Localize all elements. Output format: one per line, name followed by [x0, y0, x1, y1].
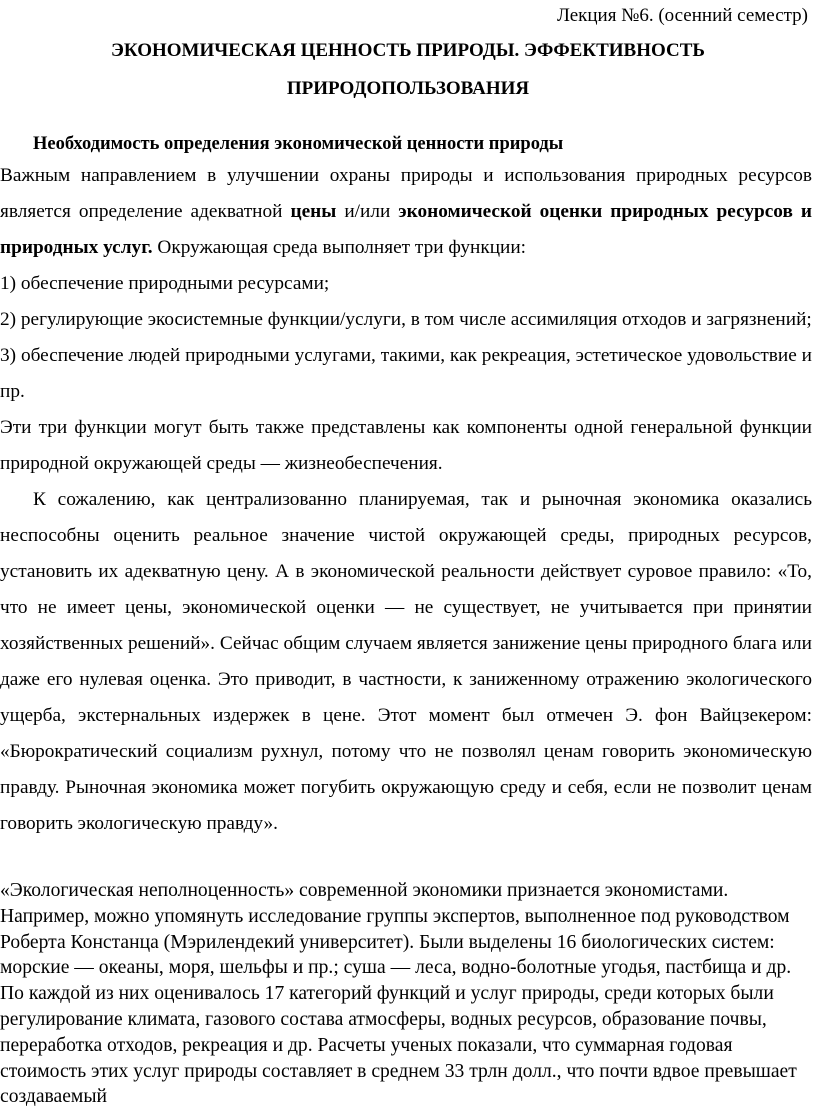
intro-paragraph: [0, 158, 812, 266]
function-item-1: 1) обеспечение природными ресурсами;: [0, 273, 330, 294]
intro-part-3: Окружающая среда выполняет три функции:: [152, 237, 527, 258]
page-title: [0, 32, 816, 108]
intro-part-1: Важным направлением в улучшении охраны природы и использования природных ресурсов является определение адекватной: [0, 165, 812, 222]
title-line-2: ПРИРОДОПОЛЬЗОВАНИЯ: [286, 78, 530, 99]
tail-text: [0, 878, 800, 1110]
intro-bold-valuation: экономической оценки природных ресурсов и природных услуг.: [0, 201, 812, 258]
function-item-2: 2) регулирующие экосистемные функции/услуги, в том числе ассимиляция отходов и загрязнений;: [0, 309, 812, 330]
body-text: [0, 158, 812, 842]
intro-bold-price: цены: [290, 201, 337, 222]
section-heading: Необходимость определения экономической ценности природы: [33, 134, 564, 154]
lecture-header: Лекция №6. (осенний семестр): [556, 5, 808, 26]
function-item-3: 3) обеспечение людей природными услугами, такими, как рекреация, эстетическое удовольствие и пр.: [0, 345, 812, 402]
title-line-1: ЭКОНОМИЧЕСКАЯ ЦЕННОСТЬ ПРИРОДЫ. ЭФФЕКТИВНОСТЬ: [111, 40, 705, 61]
intro-part-2: и/или: [336, 201, 399, 222]
paragraph-3: «Экологическая неполноценность» современной экономики признается экономистами. Например, можно упомянуть исследование группы экспертов, выполненное под руководством Роберта Констанца (Мэрилендекий университет). Были выделены 16 биологических систем: морские — океаны, моря, шельфы и пр.; суша — леса, водно-болотные угодья, пастбища и др. По каждой из них оценивалось 17 категорий функций и услуг природы, среди которых были регулирование климата, газового состава атмосферы, водных ресурсов, образование почвы, переработка отходов, рекреация и др. Расчеты ученых показали, что суммарная годовая стоимость этих услуг природы составляет в среднем 33 трлн долл., что почти вдвое превышает создаваемый: [0, 880, 797, 1108]
summary-paragraph: Эти три функции могут быть также представлены как компоненты одной генеральной функции природной окружающей среды — жизнеобеспечения.: [0, 417, 812, 474]
paragraph-2: К сожалению, как централизованно планируемая, так и рыночная экономика оказались неспособны оценить реальное значение чистой окружающей среды, природных ресурсов, установить их адекватную цену. А в экономической реальности действует суровое правило: «То, что не имеет цены, экономической оценки — не существует, не учитывается при принятии хозяйственных решений». Сейчас общим случаем является занижение цены природного блага или даже его нулевая оценка. Это приводит, в частности, к заниженному отражению экологического ущерба, экстернальных издержек в цене. Этот момент был отмечен Э. фон Вайцзекером: «Бюрократический социализм рухнул, потому что не позволял ценам говорить экономическую правду. Рыночная экономика может погубить окружающую среду и себя, если не позволит ценам говорить экологическую правду».: [0, 489, 812, 834]
